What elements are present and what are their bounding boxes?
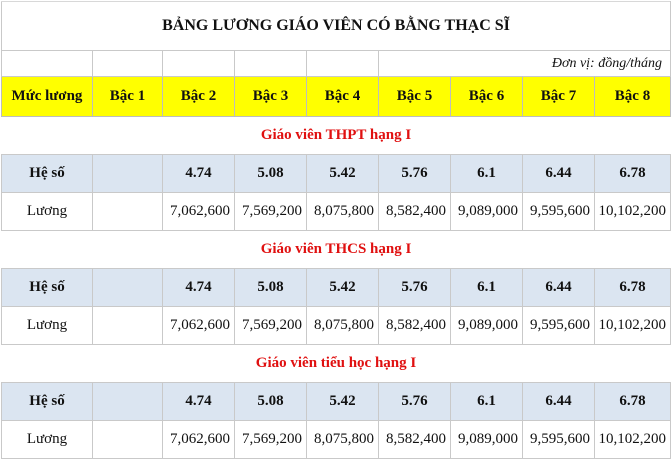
coefficient-cell: 5.08 (235, 155, 307, 193)
salary-row (2, 421, 671, 459)
header-row-label: Mức lương (2, 77, 93, 117)
title-row (2, 2, 671, 51)
coefficient-label: Hệ số (2, 269, 93, 307)
coefficient-cell: 5.42 (307, 269, 379, 307)
salary-cell (93, 421, 163, 459)
unit-spacer-cell (2, 51, 93, 77)
coefficient-cell: 6.78 (595, 383, 671, 421)
salary-cell (93, 193, 163, 231)
salary-cell: 9,089,000 (451, 193, 523, 231)
coefficient-cell: 4.74 (163, 383, 235, 421)
table-title: BẢNG LƯƠNG GIÁO VIÊN CÓ BẰNG THẠC SĨ (2, 2, 671, 51)
header-grade-4: Bậc 4 (307, 77, 379, 117)
unit-spacer-cell (163, 51, 235, 77)
unit-spacer-cell (93, 51, 163, 77)
coefficient-cell: 5.42 (307, 383, 379, 421)
salary-cell: 7,062,600 (163, 307, 235, 345)
unit-spacer-cell (235, 51, 307, 77)
coefficient-cell: 6.1 (451, 269, 523, 307)
salary-cell: 8,075,800 (307, 193, 379, 231)
salary-cell: 10,102,200 (595, 421, 671, 459)
salary-cell (93, 307, 163, 345)
salary-cell: 7,569,200 (235, 307, 307, 345)
section-title-row (2, 231, 671, 269)
salary-cell: 9,595,600 (523, 421, 595, 459)
salary-cell: 9,595,600 (523, 193, 595, 231)
coefficient-cell (93, 155, 163, 193)
salary-cell: 7,569,200 (235, 193, 307, 231)
salary-cell: 10,102,200 (595, 193, 671, 231)
header-grade-2: Bậc 2 (163, 77, 235, 117)
salary-cell: 9,089,000 (451, 421, 523, 459)
unit-spacer-cell (307, 51, 379, 77)
header-grade-6: Bậc 6 (451, 77, 523, 117)
coefficient-cell: 6.1 (451, 155, 523, 193)
salary-cell: 8,075,800 (307, 307, 379, 345)
coefficient-cell: 5.76 (379, 155, 451, 193)
sections-body (2, 117, 671, 459)
salary-label: Lương (2, 307, 93, 345)
salary-cell: 7,569,200 (235, 421, 307, 459)
salary-cell: 8,582,400 (379, 307, 451, 345)
section-title-row (2, 345, 671, 383)
coefficient-row (2, 269, 671, 307)
header-grade-8: Bậc 8 (595, 77, 671, 117)
section-title: Giáo viên THCS hạng I (2, 231, 671, 269)
coefficient-cell (93, 383, 163, 421)
salary-row (2, 307, 671, 345)
header-row (2, 77, 671, 117)
section-title: Giáo viên THPT hạng I (2, 117, 671, 155)
section-title: Giáo viên tiểu học hạng I (2, 345, 671, 383)
coefficient-cell: 4.74 (163, 269, 235, 307)
coefficient-cell: 5.42 (307, 155, 379, 193)
salary-cell: 10,102,200 (595, 307, 671, 345)
salary-cell: 7,062,600 (163, 421, 235, 459)
header-grade-1: Bậc 1 (93, 77, 163, 117)
coefficient-label: Hệ số (2, 155, 93, 193)
section-title-row (2, 117, 671, 155)
salary-table (1, 1, 671, 459)
coefficient-cell: 5.76 (379, 269, 451, 307)
salary-row (2, 193, 671, 231)
coefficient-cell: 5.76 (379, 383, 451, 421)
salary-label: Lương (2, 193, 93, 231)
coefficient-row (2, 383, 671, 421)
coefficient-cell: 6.78 (595, 155, 671, 193)
coefficient-cell: 6.78 (595, 269, 671, 307)
salary-cell: 7,062,600 (163, 193, 235, 231)
header-grade-7: Bậc 7 (523, 77, 595, 117)
coefficient-cell (93, 269, 163, 307)
coefficient-cell: 6.44 (523, 269, 595, 307)
coefficient-cell: 6.44 (523, 155, 595, 193)
salary-cell: 9,595,600 (523, 307, 595, 345)
coefficient-row (2, 155, 671, 193)
salary-cell: 8,582,400 (379, 193, 451, 231)
salary-cell: 8,075,800 (307, 421, 379, 459)
coefficient-cell: 4.74 (163, 155, 235, 193)
coefficient-label: Hệ số (2, 383, 93, 421)
salary-label: Lương (2, 421, 93, 459)
unit-row (2, 51, 671, 77)
salary-cell: 8,582,400 (379, 421, 451, 459)
coefficient-cell: 6.1 (451, 383, 523, 421)
header-grade-3: Bậc 3 (235, 77, 307, 117)
unit-note: Đơn vị: đồng/tháng (379, 51, 671, 77)
header-grade-5: Bậc 5 (379, 77, 451, 117)
salary-cell: 9,089,000 (451, 307, 523, 345)
coefficient-cell: 5.08 (235, 383, 307, 421)
coefficient-cell: 6.44 (523, 383, 595, 421)
coefficient-cell: 5.08 (235, 269, 307, 307)
